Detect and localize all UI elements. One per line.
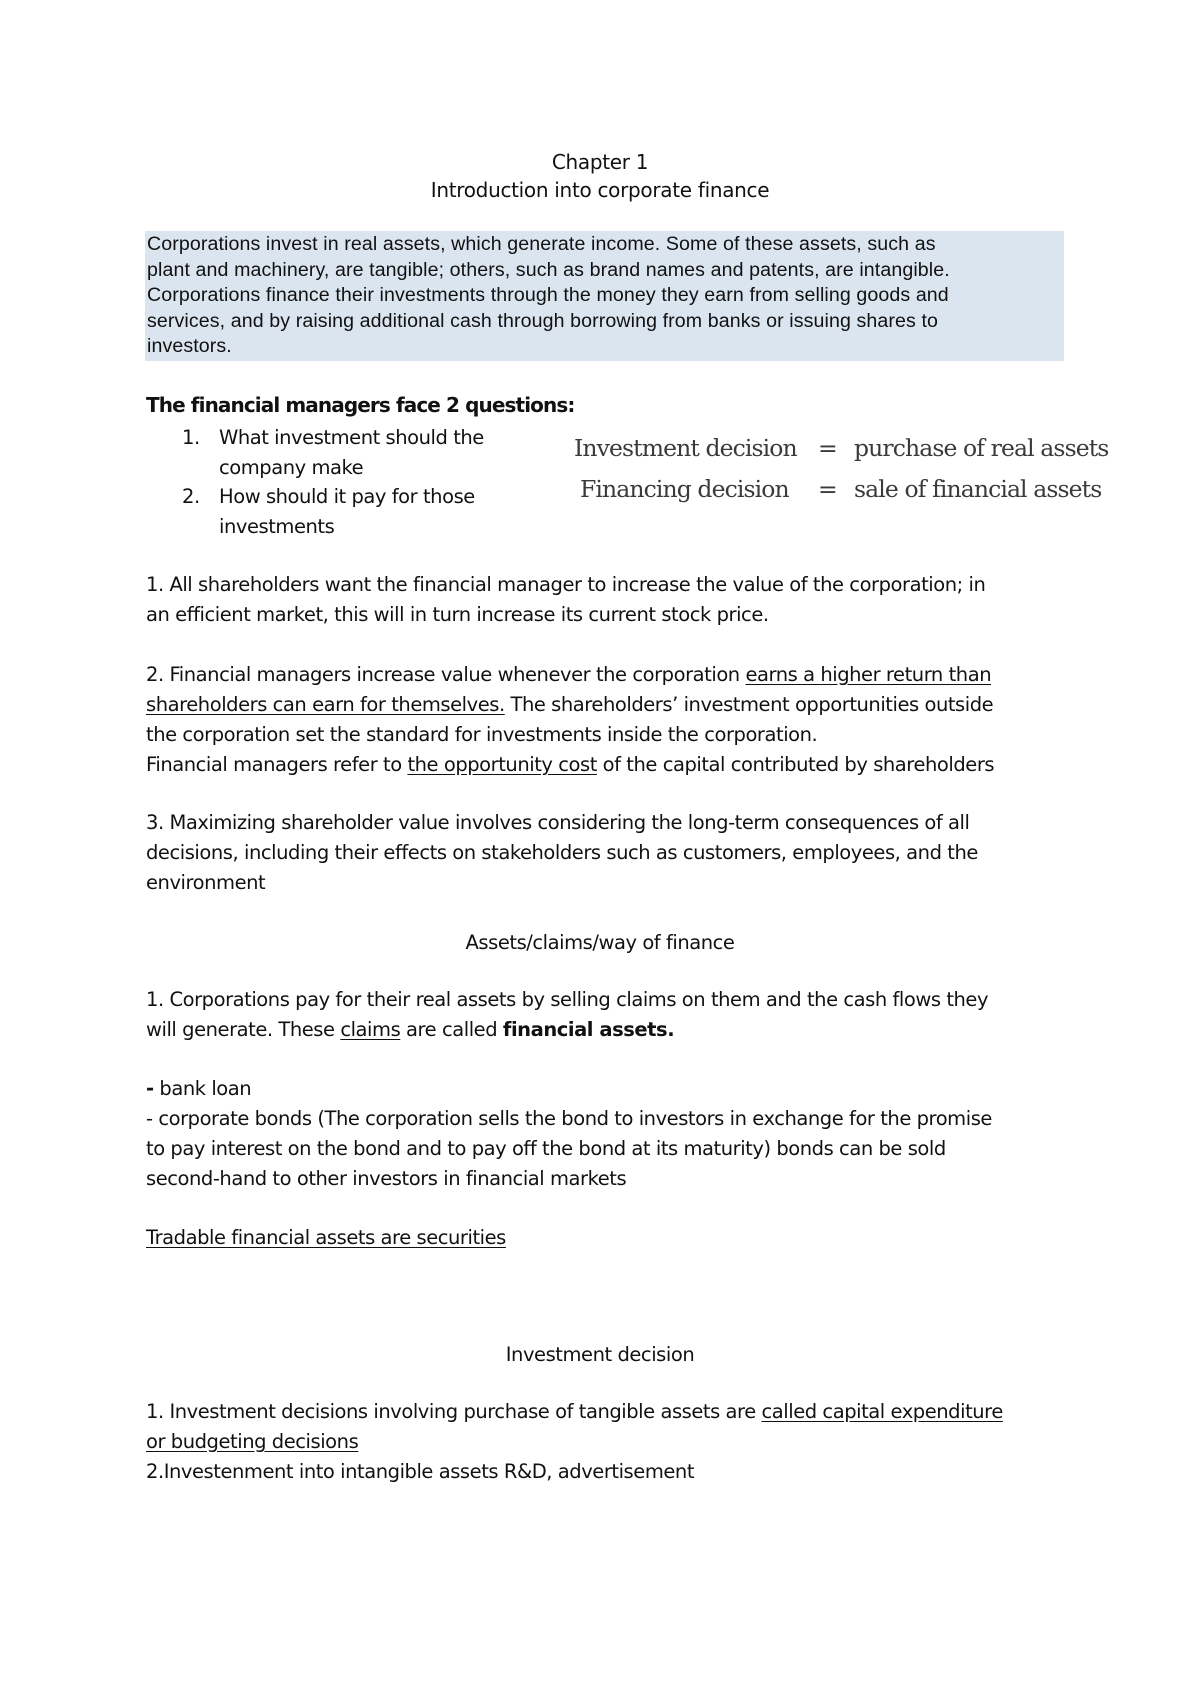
- paragraph-line: [146, 660, 1076, 690]
- paragraph-line: 1. Corporations pay for their real assets by selling claims on them and the cash flows they: [146, 988, 989, 1011]
- formula-left: Investment decision: [574, 434, 797, 462]
- intro-line: investors.: [147, 335, 232, 357]
- intro-line: services, and by raising additional cash through borrowing from banks or issuing shares to: [147, 309, 938, 332]
- point-3-paragraph: [146, 808, 1076, 898]
- paragraph-line: [146, 750, 1076, 780]
- intro-highlight-box: [145, 231, 1064, 361]
- chapter-subtitle: Introduction into corporate finance: [430, 178, 770, 202]
- finance-bullets: [146, 1074, 1076, 1194]
- point-2-paragraph: [146, 660, 1076, 780]
- decision-formula-image: [574, 428, 1134, 510]
- question-number: 2.: [182, 485, 200, 508]
- question-number: 1.: [182, 426, 200, 449]
- paragraph-line: decisions, including their effects on stakeholders such as customers, employees, and the: [146, 841, 978, 864]
- securities-note: [146, 1223, 1076, 1253]
- intro-line: plant and machinery, are tangible; others, such as brand names and patents, are intangible.: [147, 258, 950, 281]
- text-run: are called: [400, 1018, 503, 1041]
- text-run: bank loan: [153, 1077, 252, 1100]
- intro-line: Corporations finance their investments through the money they earn from selling goods and: [147, 284, 949, 306]
- paragraph-line: [146, 1427, 1076, 1457]
- paragraph-line: [146, 1397, 1076, 1427]
- bullet-bank-loan: [146, 1074, 1076, 1104]
- section-title-assets: Assets/claims/way of finance: [465, 931, 735, 954]
- text-run: will generate. These: [146, 1018, 341, 1041]
- questions-heading: The financial managers face 2 questions:: [146, 393, 575, 417]
- paragraph-line: 3. Maximizing shareholder value involves considering the long-term consequences of all: [146, 811, 970, 834]
- formula-equals: =: [818, 434, 837, 462]
- underlined-text: the opportunity cost: [407, 753, 597, 776]
- text-run: Financial managers refer to: [146, 753, 408, 776]
- paragraph-line: 2.Investenment into intangible assets R&D, advertisement: [146, 1460, 695, 1483]
- paragraph-line: second-hand to other investors in financial markets: [146, 1167, 627, 1190]
- chapter-title: Chapter 1: [551, 150, 649, 174]
- question-line: How should it pay for those: [219, 485, 475, 508]
- question-item: [146, 482, 526, 541]
- text-run: of the capital contributed by shareholders: [596, 753, 995, 776]
- formula-row-financing: [574, 469, 1134, 510]
- underlined-text: called capital expenditure: [761, 1400, 1003, 1423]
- formula-left: Financing decision: [580, 475, 789, 503]
- underlined-text: earns a higher return than: [745, 663, 992, 686]
- paragraph-line: the corporation set the standard for investments inside the corporation.: [146, 723, 818, 746]
- underlined-text: Tradable financial assets are securities: [146, 1226, 506, 1249]
- question-item: [146, 423, 526, 482]
- investment-points: [146, 1397, 1076, 1487]
- section-title-investment: Investment decision: [505, 1343, 695, 1366]
- formula-right: purchase of real assets: [854, 434, 1109, 462]
- formula-right: sale of financial assets: [854, 475, 1102, 503]
- questions-list: [146, 423, 526, 541]
- paragraph-line: [146, 1015, 1076, 1045]
- underlined-text: or budgeting decisions: [146, 1430, 359, 1453]
- paragraph-line: [146, 690, 1076, 720]
- intro-line: Corporations invest in real assets, which generate income. Some of these assets, such as: [147, 233, 936, 255]
- question-line: investments: [219, 514, 335, 538]
- underlined-text: claims: [340, 1018, 401, 1041]
- bold-text: financial assets.: [502, 1018, 675, 1041]
- question-line: company make: [219, 455, 364, 479]
- text-run: 2. Financial managers increase value whenever the corporation: [146, 663, 746, 686]
- paragraph-line: an efficient market, this will in turn increase its current stock price.: [146, 603, 769, 626]
- question-line: What investment should the: [219, 426, 484, 449]
- formula-equals: =: [818, 475, 837, 503]
- formula-row-investment: [574, 428, 1134, 469]
- underlined-text: shareholders can earn for themselves.: [146, 693, 505, 716]
- bullet-dash: -: [146, 1077, 154, 1100]
- bullet-bonds: - corporate bonds (The corporation sells the bond to investors in exchange for the promise: [146, 1107, 992, 1130]
- paragraph-line: environment: [146, 871, 266, 894]
- text-run: 1. Investment decisions involving purchase of tangible assets are: [146, 1400, 762, 1423]
- assets-point-1: [146, 985, 1076, 1045]
- text-run: The shareholders’ investment opportunities outside: [504, 693, 994, 716]
- point-1-paragraph: [146, 570, 1076, 630]
- paragraph-line: to pay interest on the bond and to pay off the bond at its maturity) bonds can be sold: [146, 1137, 946, 1160]
- paragraph-line: 1. All shareholders want the financial manager to increase the value of the corporation; in: [146, 573, 986, 596]
